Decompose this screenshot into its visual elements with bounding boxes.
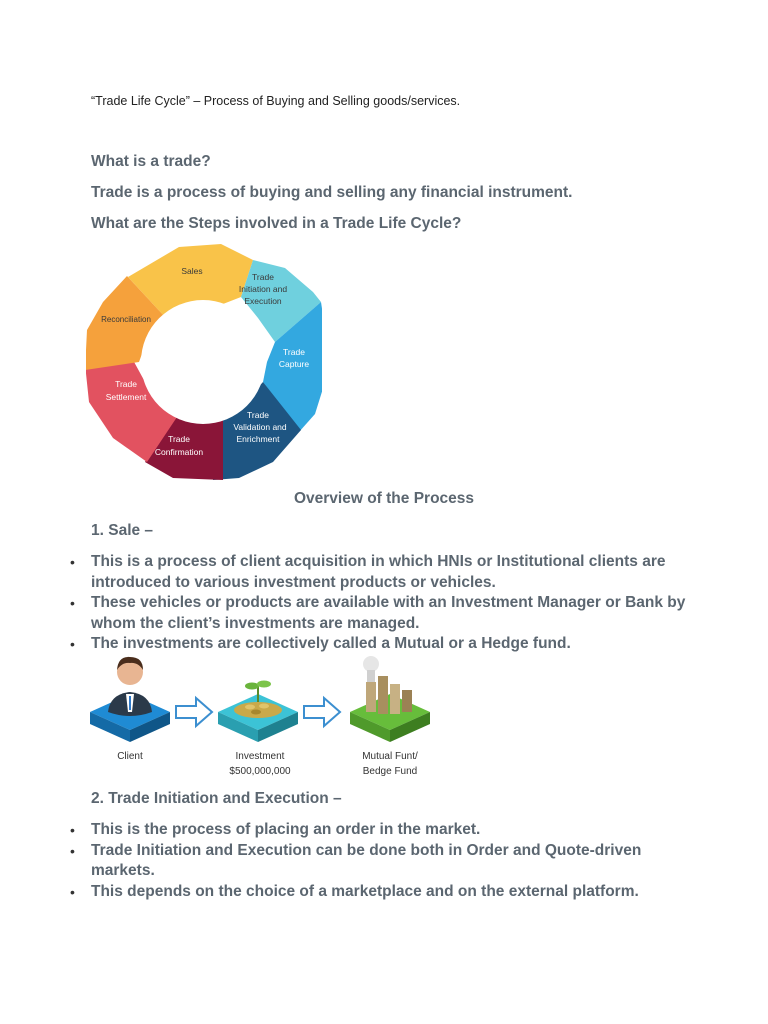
section-1-bullet-1: • This is a process of client acquisition in which HNIs or Institutional clients are introduced to various investment products or vehicles. xyxy=(70,552,690,593)
client-label: Client xyxy=(117,751,143,762)
section-1-bullet-3: • The investments are collectively called a Mutual or a Hedge fund. xyxy=(70,634,690,655)
trade-life-cycle-diagram xyxy=(86,243,322,483)
cycle-label-initiation-3: Execution xyxy=(244,296,282,306)
cycle-label-reconciliation: Reconciliation xyxy=(101,315,151,324)
question-what-is-trade: What is a trade? xyxy=(91,153,211,170)
arrow-right-icon xyxy=(176,698,212,726)
section-1-bullet-list xyxy=(70,552,690,655)
fund-label-line-1: Mutual Funt/ xyxy=(362,751,418,762)
section-2-bullet-3: • This depends on the choice of a marketplace and on the external platform. xyxy=(70,882,690,903)
overview-heading: Overview of the Process xyxy=(293,490,475,507)
section-1-title: 1. Sale – xyxy=(91,522,154,539)
cycle-label-confirmation-1: Trade xyxy=(168,434,190,444)
cycle-label-initiation-2: Initiation and xyxy=(238,284,288,294)
cycle-label-sales: Sales xyxy=(181,266,203,276)
cycle-label-validation-2: Validation and xyxy=(233,422,287,432)
cycle-label-settlement-2: Settlement xyxy=(105,392,147,402)
fund-label-line-2: Bedge Fund xyxy=(362,766,418,777)
cycle-label-capture-2: Capture xyxy=(278,359,310,369)
intro-text: “Trade Life Cycle” – Process of Buying and Selling goods/services. xyxy=(91,94,461,108)
sale-flow-diagram xyxy=(88,650,438,780)
cycle-label-settlement-1: Trade xyxy=(115,379,137,389)
answer-trade-definition: Trade is a process of buying and selling any financial instrument. xyxy=(91,184,573,201)
section-2-title: 2. Trade Initiation and Execution – xyxy=(91,790,342,807)
section-1-bullet-2: • These vehicles or products are available with an Investment Manager or Bank by whom the client’s investments are managed. xyxy=(70,593,690,634)
section-2-bullet-list xyxy=(70,820,690,902)
investment-illustration xyxy=(218,681,298,743)
cycle-label-validation-3: Enrichment xyxy=(236,434,280,444)
section-2-bullet-2: • Trade Initiation and Execution can be done both in Order and Quote-driven markets. xyxy=(70,841,690,882)
cycle-label-initiation-1: Trade xyxy=(252,272,274,282)
question-steps: What are the Steps involved in a Trade Life Cycle? xyxy=(91,215,462,232)
investment-amount: $500,000,000 xyxy=(229,766,291,777)
section-2-bullet-1: • This is the process of placing an order in the market. xyxy=(70,820,690,841)
cycle-label-capture-1: Trade xyxy=(283,347,305,357)
cycle-label-confirmation-2: Confirmation xyxy=(154,447,204,457)
client-illustration xyxy=(90,657,170,742)
investment-label: Investment xyxy=(235,751,285,762)
arrow-right-icon xyxy=(304,698,340,726)
cycle-label-validation-1: Trade xyxy=(247,410,269,420)
fund-illustration xyxy=(350,656,430,742)
